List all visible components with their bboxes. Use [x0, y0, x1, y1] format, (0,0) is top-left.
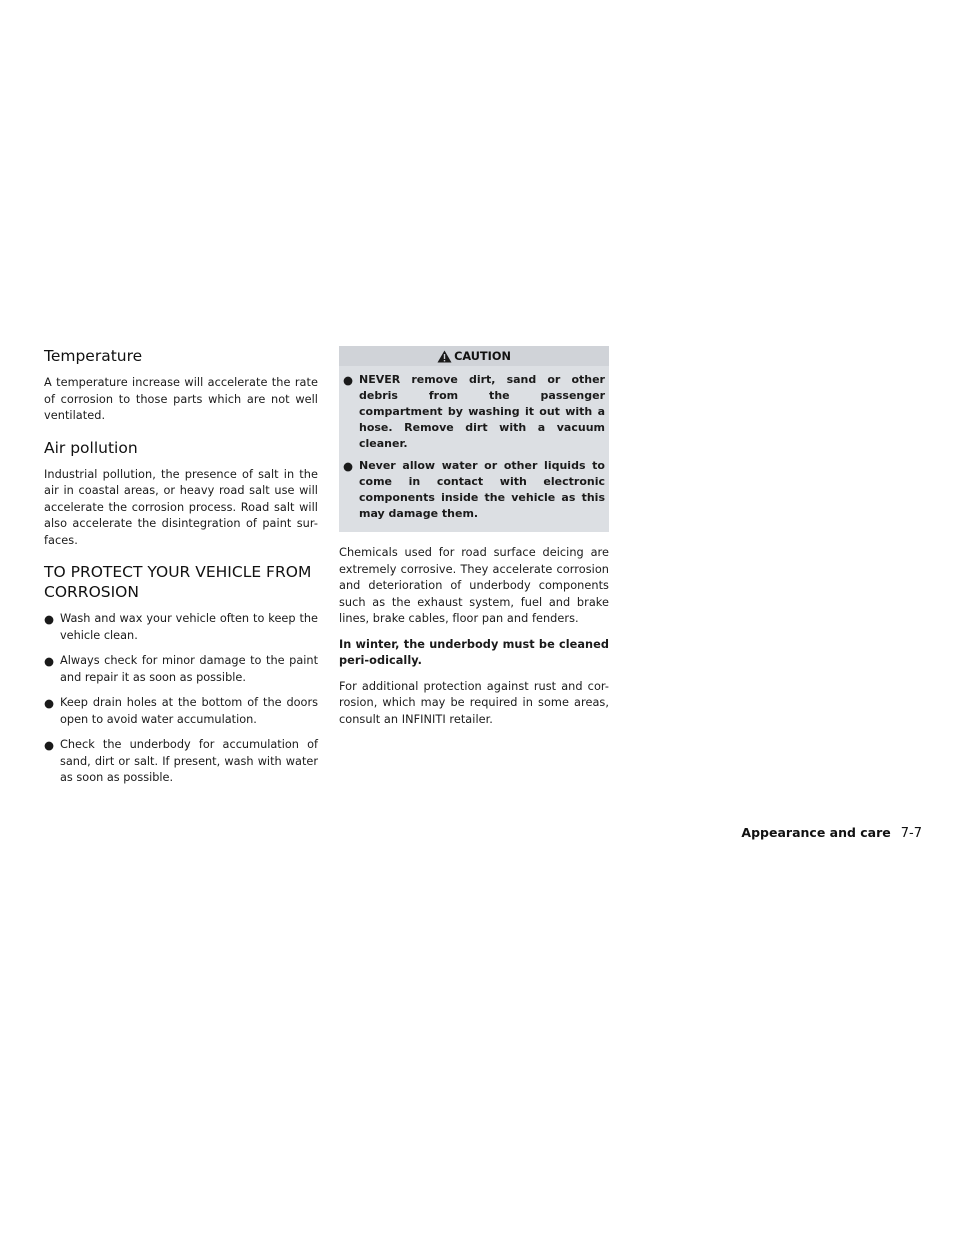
list-item-text: Never allow water or other liquids to come in contact with electronic components inside the vehicle as this may damage them. — [359, 459, 605, 520]
caution-list — [343, 372, 605, 522]
page-number: 7-7 — [900, 826, 922, 841]
air-pollution-text: Industrial pollution, the presence of salt in the air in coastal areas, or heavy road salt use will accelerate the corrosion process. Road salt will also accelerate the disintegration of paint sur-faces. — [44, 467, 318, 547]
caution-title: CAUTION — [454, 349, 511, 363]
list-item — [44, 653, 318, 686]
right-column — [339, 346, 609, 737]
chemicals-text: Chemicals used for road surface deicing are extremely corrosive. They accelerate corrosion and deterioration of underbody components such as the exhaust system, fuel and brake lines, brake cables, floor pan and fenders. — [339, 546, 609, 625]
page-footer — [700, 825, 922, 841]
protect-list — [44, 611, 318, 787]
additional-protection-text: For additional protection against rust and cor-rosion, which may be required in some areas, consult an INFINITI retailer. — [339, 679, 609, 726]
list-item — [343, 458, 605, 522]
list-item — [44, 737, 318, 787]
list-item — [44, 611, 318, 644]
heading-protect-line1: TO PROTECT YOUR VEHICLE FROM — [44, 563, 312, 581]
temperature-text: A temperature increase will accelerate the rate of corrosion to those parts which are not well ventilated. — [44, 376, 318, 422]
winter-text: In winter, the underbody must be cleaned peri-odically. — [339, 637, 609, 667]
list-item-text: Keep drain holes at the bottom of the doors open to avoid water accumulation. — [60, 696, 318, 726]
warning-triangle-icon — [437, 350, 452, 363]
list-item-text: Always check for minor damage to the paint and repair it as soon as possible. — [60, 654, 318, 684]
heading-protect-line2: CORROSION — [44, 583, 139, 601]
bullet-icon: ● — [44, 738, 55, 752]
bullet-icon: ● — [44, 696, 55, 710]
caution-header — [339, 346, 609, 366]
bullet-icon: ● — [343, 459, 354, 473]
bullet-icon: ● — [44, 612, 55, 626]
list-item — [44, 695, 318, 728]
heading-air-pollution: Air pollution — [44, 438, 138, 457]
bullet-icon: ● — [44, 654, 55, 668]
list-item-text: Check the underbody for accumulation of sand, dirt or salt. If present, wash with water as soon as possible. — [60, 738, 318, 784]
footer-section-title: Appearance and care — [741, 825, 891, 840]
heading-temperature: Temperature — [44, 347, 143, 365]
left-column — [44, 346, 318, 796]
caution-box — [339, 346, 609, 532]
list-item-text: NEVER remove dirt, sand or other debris from the passenger compartment by washing it out with a hose. Remove dirt with a vacuum cleaner. — [359, 373, 605, 450]
bullet-icon: ● — [343, 373, 354, 387]
heading-protect-vehicle — [44, 562, 318, 602]
list-item — [343, 372, 605, 452]
list-item-text: Wash and wax your vehicle often to keep the vehicle clean. — [60, 612, 318, 642]
